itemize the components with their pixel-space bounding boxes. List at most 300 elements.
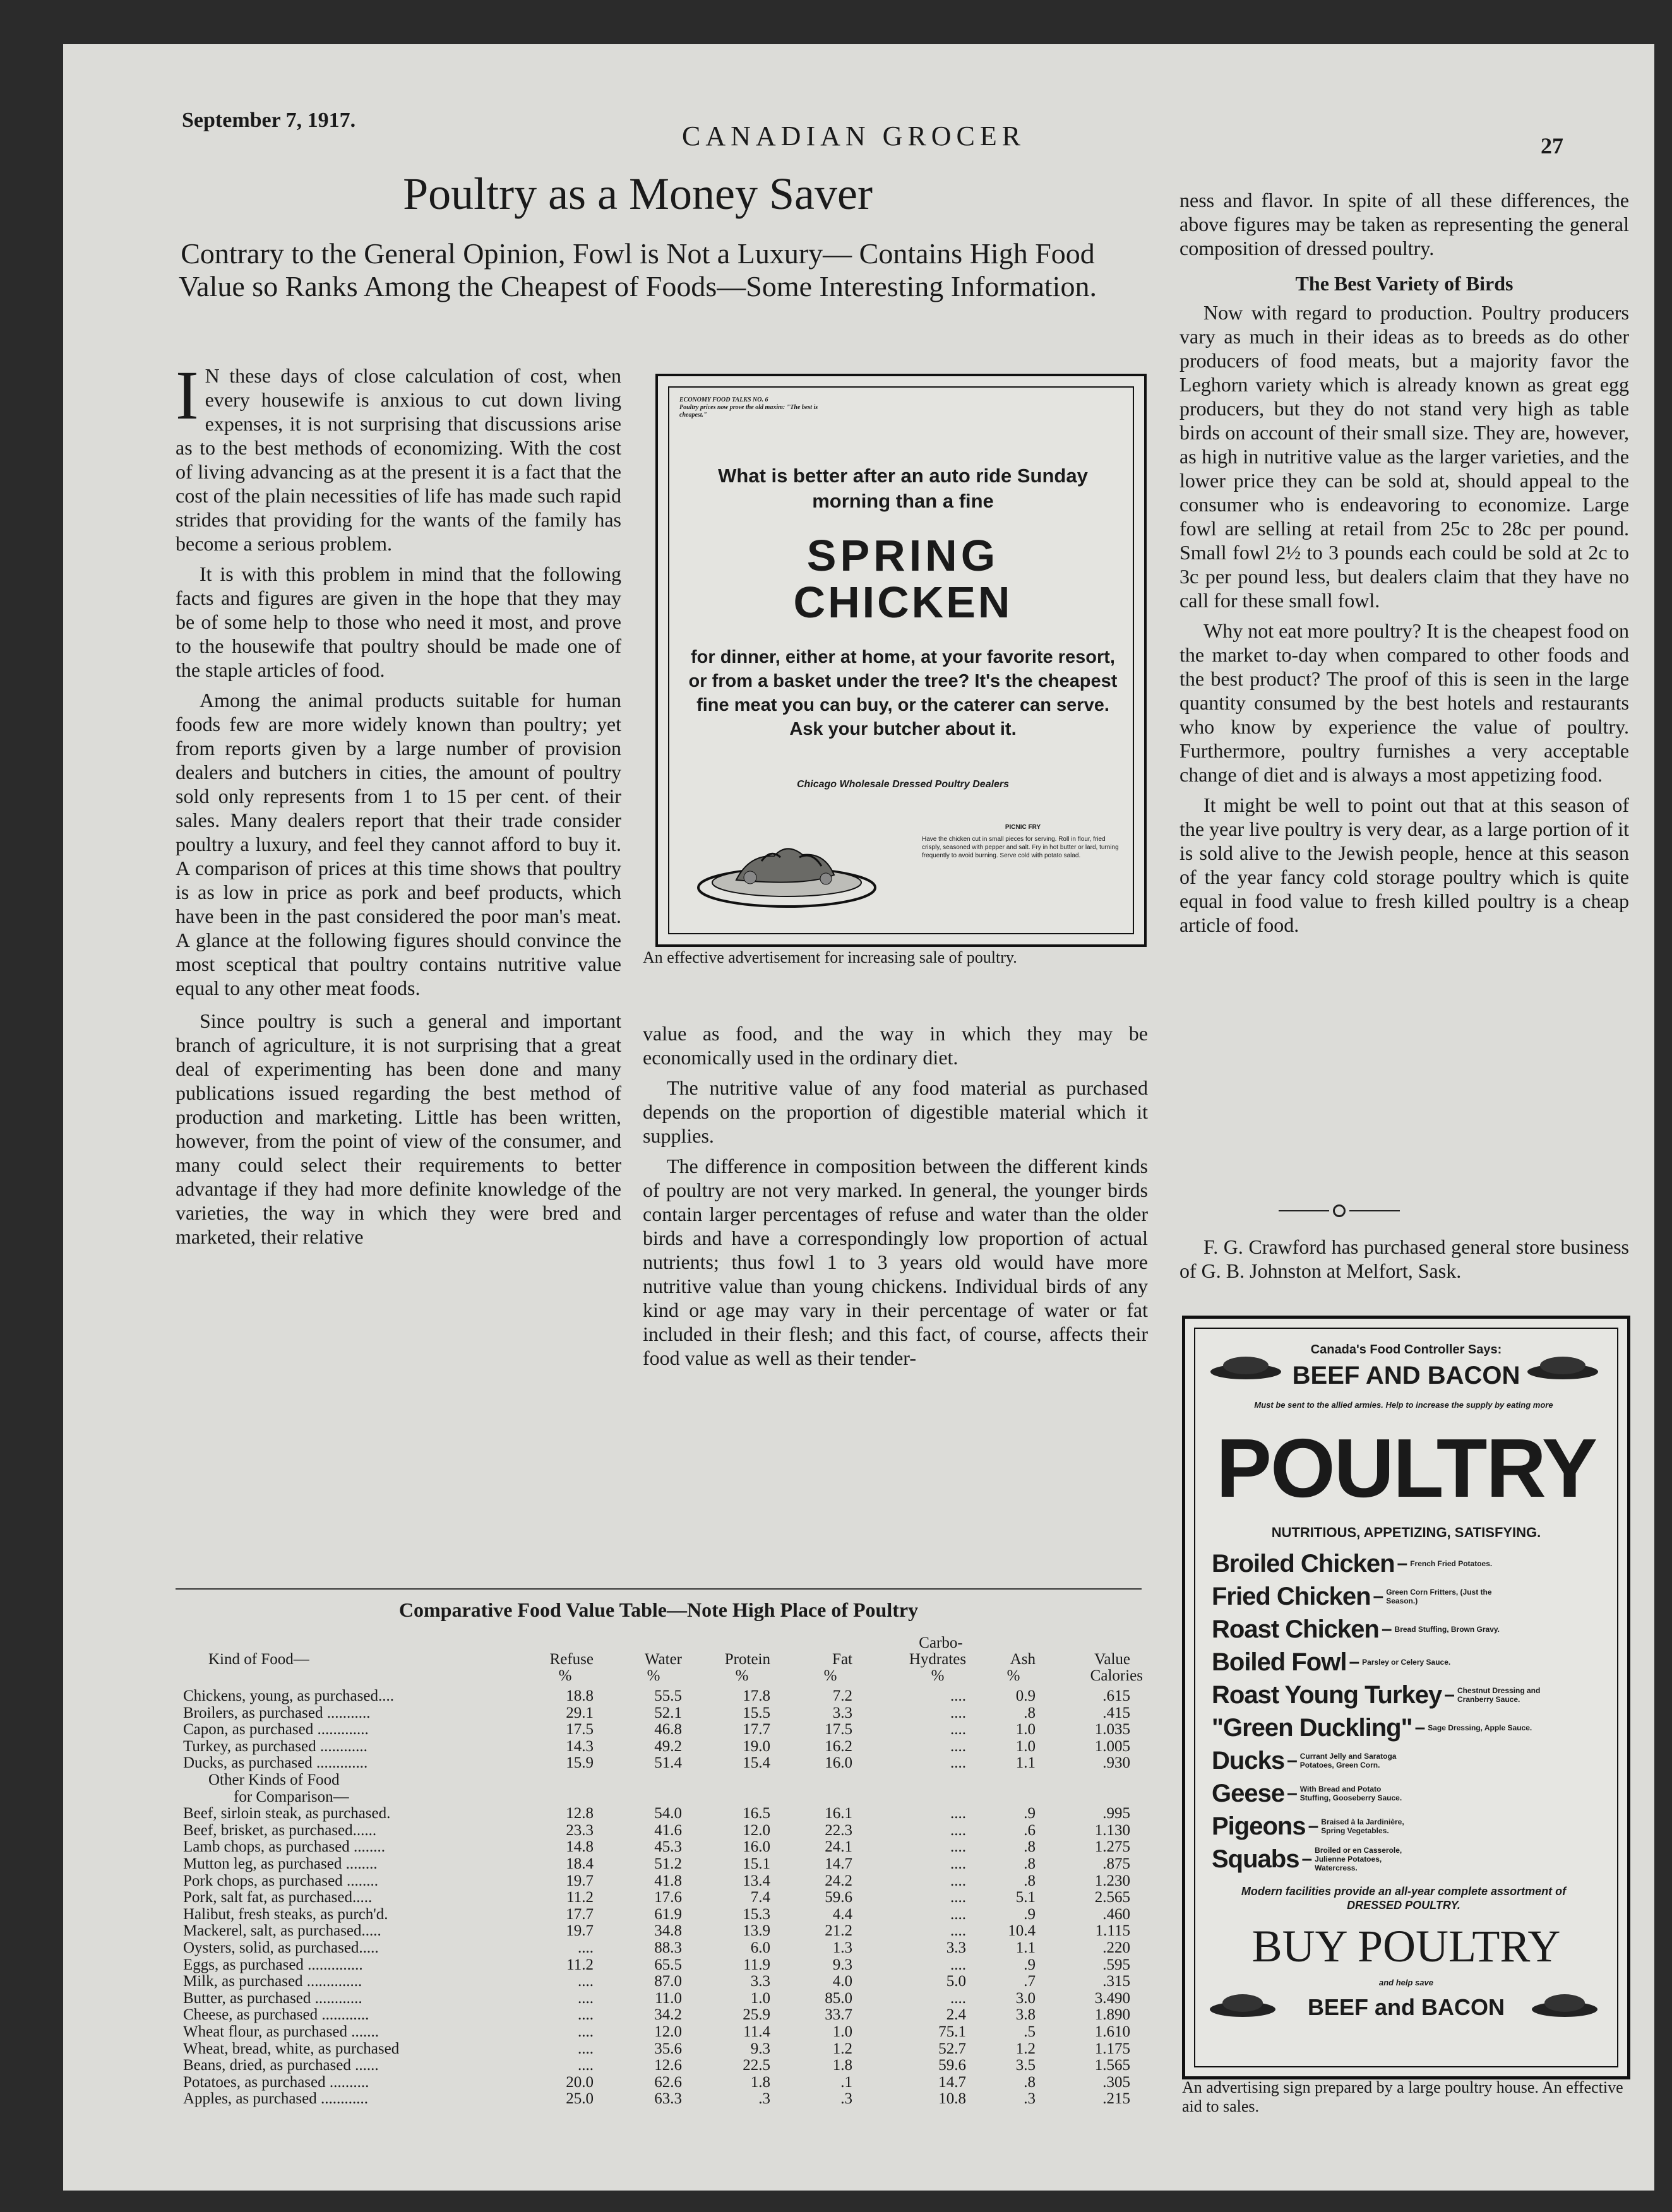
- table-row: [183, 1940, 1149, 1957]
- cell-refuse: 12.8: [566, 1805, 594, 1823]
- cell-water: 63.3: [654, 2090, 682, 2108]
- cell-fat: 3.3: [832, 1704, 852, 1721]
- menu-dash: –: [1414, 1717, 1426, 1738]
- menu-dash: –: [1444, 1684, 1455, 1705]
- cell-water: 51.2: [654, 1855, 682, 1872]
- cell-fat: 16.0: [825, 1754, 852, 1772]
- cell-value: .615: [1102, 1687, 1130, 1704]
- cell-fat: 4.4: [832, 1905, 852, 1923]
- menu-item-name: Fried Chicken: [1212, 1582, 1371, 1610]
- article-title: Poultry as a Money Saver: [403, 169, 873, 219]
- poultry-headline: POULTRY: [1216, 1422, 1596, 1514]
- menu-item-note: French Fried Potatoes.: [1410, 1559, 1493, 1568]
- cell-value: 1.565: [1094, 2057, 1130, 2074]
- paragraph: N these days of close calculation of cost, when every housewife is anxious to cut down living expenses, it is not surprising that discussions arise as to the best methods of economizing. With the cost of living advancing as at the present it is a fact that the cost of the plain necessities of life has made such rapid strides that providing for the wants of the family has become a serious problem.: [176, 364, 621, 555]
- cell-ash: .8: [1024, 1838, 1036, 1856]
- menu-item-note: Broiled or en Casserole, Julienne Potatoes, Watercress.: [1315, 1846, 1402, 1872]
- cell-ash: 1.2: [1015, 2040, 1036, 2057]
- cell-carbo: ....: [950, 1737, 966, 1755]
- cell-refuse: 29.1: [566, 1704, 594, 1721]
- menu-dash: –: [1397, 1553, 1408, 1574]
- article-column-1: [176, 357, 621, 1255]
- food-name: Wheat flour, as purchased .......: [183, 2023, 379, 2040]
- table-row: [183, 1739, 1149, 1756]
- cell-water: 41.8: [654, 1872, 682, 1889]
- cell-protein: 12.0: [743, 1821, 770, 1839]
- food-name: Pork, salt fat, as purchased.....: [183, 1889, 373, 1906]
- food-name: Turkey, as purchased ............: [183, 1737, 367, 1755]
- table-row: [183, 1957, 1149, 1974]
- table-row: [183, 2091, 1149, 2108]
- cell-protein: 15.3: [743, 1905, 770, 1923]
- cell-protein: 17.8: [743, 1687, 770, 1704]
- cell-ash: .7: [1024, 1973, 1036, 1990]
- ad-tagline: NUTRITIOUS, APPETIZING, SATISFYING.: [1271, 1525, 1541, 1540]
- table-row: [183, 1856, 1149, 1873]
- table-row: [183, 1906, 1149, 1924]
- cell-refuse: ....: [578, 1989, 594, 2007]
- menu-item-name: Roast Young Turkey: [1212, 1680, 1442, 1709]
- cell-ash: 1.0: [1015, 1737, 1036, 1755]
- cell-water: 35.6: [654, 2040, 682, 2057]
- cell-carbo: ....: [950, 1838, 966, 1856]
- cell-protein: 19.0: [743, 1737, 770, 1755]
- cell-carbo: ....: [950, 1989, 966, 2007]
- cell-refuse: ....: [578, 1939, 594, 1956]
- cell-protein: 16.0: [743, 1838, 770, 1856]
- paragraph: Why not eat more poultry? It is the cheapest food on the market to-day when compared to other foods and the best product? The proof of this is seen in the large quantity consumed by the best hotels and restaurants who know by experience the value of poultry. Furthermore, poultry furnishes a very acceptable change of diet and is always a most appetizing food.: [1179, 619, 1629, 786]
- paragraph: It might be well to point out that at this season of the year live poultry is very dear, as a large portion of it is sold alive to the Jewish people, hence at this season of the year fancy cold storage poultry which is quite equal in food value to fresh killed poultry is a cheap article of food.: [1179, 794, 1629, 936]
- table-row: [183, 1990, 1149, 2007]
- cell-fat: 16.2: [825, 1737, 852, 1755]
- menu-item-name: Roast Chicken: [1212, 1615, 1379, 1643]
- menu-dash: –: [1287, 1750, 1298, 1771]
- cell-protein: 13.9: [743, 1922, 770, 1940]
- ad-series-title: ECONOMY FOOD TALKS NO. 6: [679, 396, 768, 403]
- paragraph: Now with regard to production. Poultry producers vary as much in their ideas as to breeds as do other producers of food meats, but a majority favor the Leghorn variety which is already known as great egg producers, but they do not stand very high as table birds on account of their small size. They are, however, as high in nutritive value as the larger varieties, and the lower price they can be sold at, should appeal to the consumer who is endeavoring to economize. Large fowl are selling at retail from 25c to 28c per pound. Small fowl 2½ to 3 pounds each could be sold at 2c to 3c per pound less, but dealers claim that they have no call for these small fowl.: [1179, 301, 1629, 612]
- cell-protein: 11.4: [743, 2023, 770, 2040]
- food-name: Butter, as purchased ............: [183, 1989, 362, 2007]
- ad-caption: An advertising sign prepared by a large poultry house. An effective aid to sales.: [1182, 2078, 1623, 2115]
- cell-water: 62.6: [654, 2073, 682, 2091]
- table-row: [183, 1923, 1149, 1940]
- food-name: Chickens, young, as purchased....: [183, 1687, 394, 1704]
- header-pct: %: [647, 1667, 660, 1684]
- cell-ash: 0.9: [1015, 1687, 1036, 1704]
- cell-value: .305: [1102, 2073, 1130, 2091]
- cell-carbo: ....: [950, 1855, 966, 1872]
- header-pct: %: [823, 1667, 837, 1684]
- cell-refuse: 20.0: [566, 2073, 594, 2091]
- menu-item: [1212, 1777, 1603, 1810]
- spring-chicken-advertisement: [655, 374, 1147, 947]
- table-row: [183, 1873, 1149, 1890]
- section-heading: The Best Variety of Birds: [1295, 272, 1514, 295]
- cell-water: 55.5: [654, 1687, 682, 1704]
- food-name: Beans, dried, as purchased ......: [183, 2057, 379, 2074]
- cell-value: .315: [1102, 1973, 1130, 1990]
- cell-value: 2.565: [1094, 1889, 1130, 1906]
- menu-dash: –: [1349, 1651, 1360, 1672]
- food-name: for Comparison—: [234, 1788, 349, 1805]
- cell-refuse: 14.3: [566, 1737, 594, 1755]
- cell-ash: .3: [1024, 2090, 1036, 2108]
- ad-signature: Chicago Wholesale Dressed Poultry Dealers: [796, 779, 1010, 790]
- paragraph: Since poultry is such a general and important branch of agriculture, it is not surprising that a great deal of experimenting has been done and many publications issued regarding the best method of production and marketing. Little has been written, however, from the point of view of the consumer, and many could select their requirements to better advantage if they had more definite knowledge of the varieties, the way in which they were bred and marketed, their relative: [176, 1009, 621, 1248]
- table-row: [183, 1705, 1149, 1722]
- cell-protein: 1.0: [750, 1989, 770, 2007]
- food-name: Eggs, as purchased ..............: [183, 1956, 363, 1973]
- table-top-rule: [176, 1588, 1142, 1590]
- cell-value: .220: [1102, 1939, 1130, 1956]
- cell-refuse: ....: [578, 2023, 594, 2040]
- cell-ash: 3.5: [1015, 2057, 1036, 2074]
- cell-fat: 24.1: [825, 1838, 852, 1856]
- paragraph: ness and flavor. In spite of all these differences, the above figures may be taken as representing the general composition of dressed poultry.: [1179, 189, 1629, 259]
- cell-carbo: ....: [950, 1889, 966, 1906]
- news-item: [1179, 1235, 1629, 1289]
- cell-refuse: 25.0: [566, 2090, 594, 2108]
- cell-value: 1.610: [1094, 2023, 1130, 2040]
- header-pct: %: [735, 1667, 749, 1684]
- magazine-page: [63, 44, 1654, 2191]
- header-kind: Kind of Food—: [208, 1651, 309, 1668]
- cell-refuse: 18.4: [566, 1855, 594, 1872]
- cell-protein: 9.3: [750, 2040, 770, 2057]
- cell-fat: 1.2: [832, 2040, 852, 2057]
- menu-item-note: Currant Jelly and Saratoga Potatoes, Green Corn.: [1299, 1752, 1397, 1769]
- table-section-heading: [183, 1772, 1149, 1789]
- cell-refuse: 14.8: [566, 1838, 594, 1856]
- table-row: [183, 1973, 1149, 1990]
- cell-fat: 7.2: [832, 1687, 852, 1704]
- food-name: Cheese, as purchased ............: [183, 2006, 369, 2024]
- cell-protein: .3: [758, 2090, 770, 2108]
- menu-item: [1212, 1711, 1603, 1744]
- food-name: Lamb chops, as purchased ........: [183, 1838, 386, 1856]
- cell-carbo: 10.8: [938, 2090, 966, 2108]
- food-name: Broilers, as purchased ...........: [183, 1704, 371, 1721]
- menu-item: [1212, 1646, 1603, 1679]
- cell-water: 45.3: [654, 1838, 682, 1856]
- cell-protein: 15.5: [743, 1704, 770, 1721]
- cell-water: 51.4: [654, 1754, 682, 1772]
- cell-ash: 10.4: [1008, 1922, 1036, 1940]
- cell-value: .875: [1102, 1855, 1130, 1872]
- cell-fat: 59.6: [825, 1889, 852, 1906]
- cell-protein: 15.4: [743, 1754, 770, 1772]
- cell-fat: 9.3: [832, 1956, 852, 1973]
- menu-item-name: Geese: [1212, 1779, 1285, 1807]
- header-calories: Calories: [1090, 1667, 1143, 1684]
- cell-value: 1.275: [1094, 1838, 1130, 1856]
- cell-refuse: ....: [578, 2006, 594, 2024]
- cell-protein: 1.8: [750, 2073, 770, 2091]
- food-name: Halibut, fresh steaks, as purch'd.: [183, 1905, 388, 1923]
- cell-value: .460: [1102, 1905, 1130, 1923]
- header-pct: %: [558, 1667, 572, 1684]
- paragraph: The nutritive value of any food material as purchased depends on the proportion of digestible material which it supplies.: [643, 1076, 1148, 1147]
- cell-protein: 7.4: [750, 1889, 770, 1906]
- cell-water: 34.8: [654, 1922, 682, 1940]
- issue-date: September 7, 1917.: [182, 109, 356, 132]
- ad-series-motto: Poultry prices now prove the old maxim: "The best is cheapest.": [679, 404, 818, 419]
- cell-water: 54.0: [654, 1805, 682, 1823]
- cell-value: 1.230: [1094, 1872, 1130, 1889]
- cell-value: 1.130: [1094, 1821, 1130, 1839]
- menu-item-note: Chestnut Dressing and Cranberry Sauce.: [1457, 1686, 1541, 1704]
- header-fat: Fat: [832, 1651, 852, 1668]
- cell-refuse: 18.8: [566, 1687, 594, 1704]
- header-pct: %: [931, 1667, 945, 1684]
- header-value: Value: [1094, 1651, 1130, 1668]
- cell-ash: 1.1: [1015, 1754, 1036, 1772]
- cell-protein: 16.5: [743, 1805, 770, 1823]
- food-name: Apples, as purchased ............: [183, 2090, 368, 2108]
- cell-water: 49.2: [654, 1737, 682, 1755]
- cell-ash: 3.0: [1015, 1989, 1036, 2007]
- cell-fat: 24.2: [825, 1872, 852, 1889]
- cell-fat: 1.8: [832, 2057, 852, 2074]
- header-protein: Protein: [724, 1651, 770, 1668]
- article-column-3: [1179, 188, 1629, 943]
- table-title: Comparative Food Value Table—Note High Place of Poultry: [398, 1598, 919, 1621]
- paragraph: F. G. Crawford has purchased general store business of G. B. Johnston at Melfort, Sask.: [1179, 1235, 1629, 1282]
- cell-ash: .6: [1024, 1821, 1036, 1839]
- food-name: Milk, as purchased ..............: [183, 1973, 362, 1990]
- menu-item-name: Squabs: [1212, 1845, 1299, 1873]
- menu-dash: –: [1373, 1586, 1384, 1607]
- cell-water: 41.6: [654, 1821, 682, 1839]
- menu-item: [1212, 1679, 1603, 1711]
- cell-value: .930: [1102, 1754, 1130, 1772]
- table-row: [183, 1805, 1149, 1823]
- cell-water: 46.8: [654, 1721, 682, 1739]
- article-subtitle: Contrary to the General Opinion, Fowl is Not a Luxury— Contains High Food Value so Ranks Among the Cheapest of Foods—Some Interesting Information.: [179, 237, 1097, 302]
- paragraph: value as food, and the way in which they may be economically used in the ordinary diet.: [643, 1022, 1148, 1069]
- beef-bacon-heading: BEEF AND BACON: [1292, 1362, 1520, 1389]
- cell-ash: .9: [1024, 1905, 1036, 1923]
- cell-fat: 14.7: [825, 1855, 852, 1872]
- table-section-heading: [183, 1789, 1149, 1806]
- cell-carbo: ....: [950, 1805, 966, 1823]
- cell-value: 1.115: [1095, 1922, 1130, 1940]
- cell-ash: 5.1: [1015, 1889, 1036, 1906]
- cell-fat: 21.2: [825, 1922, 852, 1940]
- menu-item-note: Green Corn Fritters, (Just the Season.): [1386, 1588, 1492, 1605]
- cell-ash: .9: [1024, 1805, 1036, 1823]
- cell-carbo: 3.3: [946, 1939, 966, 1956]
- cell-water: 87.0: [654, 1973, 682, 1990]
- menu-item-name: Broiled Chicken: [1212, 1549, 1395, 1578]
- ad-headline-spring: SPRING: [806, 531, 1000, 580]
- recipe-text: Have the chicken cut in small pieces for serving. Roll in flour, fried crisply, seasoned with pepper and salt. Fry in hot butter or lard, turning frequently to avoid burning. Serve cold with potato salad.: [922, 836, 1119, 859]
- cell-carbo: ....: [950, 1821, 966, 1839]
- ad-modern-line: Modern facilities provide an all-year complete assortment of DRESSED POULTRY.: [1241, 1885, 1567, 1912]
- menu-item: [1212, 1744, 1603, 1777]
- menu-item: [1212, 1580, 1603, 1613]
- cell-fat: 22.3: [825, 1821, 852, 1839]
- cell-refuse: 23.3: [566, 1821, 594, 1839]
- header-water: Water: [644, 1651, 682, 1668]
- food-name: Mutton leg, as purchased ........: [183, 1855, 378, 1872]
- cell-refuse: 17.5: [566, 1721, 594, 1739]
- recipe-title: PICNIC FRY: [1005, 824, 1041, 831]
- menu-item: [1212, 1843, 1603, 1876]
- cell-protein: 11.9: [743, 1956, 770, 1973]
- cell-water: 65.5: [654, 1956, 682, 1973]
- ad-must-line: Must be sent to the allied armies. Help to increase the supply by eating more: [1254, 1400, 1553, 1410]
- food-name: Beef, sirloin steak, as purchased.: [183, 1805, 391, 1823]
- header-refuse: Refuse: [549, 1651, 594, 1668]
- cell-carbo: ....: [950, 1687, 966, 1704]
- menu-item: [1212, 1613, 1603, 1646]
- menu-item-name: "Green Duckling": [1212, 1713, 1412, 1742]
- cell-fat: .3: [840, 2090, 852, 2108]
- chicken-platter-icon: [692, 817, 881, 912]
- cell-value: 1.890: [1094, 2006, 1130, 2024]
- cell-value: .415: [1102, 1704, 1130, 1721]
- cell-water: 17.6: [654, 1889, 682, 1906]
- cell-water: 12.0: [654, 2023, 682, 2040]
- menu-item-name: Ducks: [1212, 1746, 1285, 1775]
- paragraph: The difference in composition between the different kinds of poultry are not very marked. In general, the younger birds contain larger percentages of refuse and water than the older birds and have a correspondingly low proportion of actual nutrients; thus fowl 1 to 3 years old would have more nutritive value than young chickens. Individual birds of any kind or age may vary in their percentage of water or fat included in their flesh; and this fact, of course, affects their food value as well as their tender-: [643, 1155, 1148, 1369]
- table-row: [183, 2041, 1149, 2058]
- cell-ash: .8: [1024, 2073, 1036, 2091]
- cell-protein: 6.0: [750, 1939, 770, 1956]
- ad-headline-chicken: CHICKEN: [793, 578, 1013, 627]
- ornament-divider: [1279, 1204, 1405, 1217]
- food-name: Beef, brisket, as purchased......: [183, 1821, 377, 1839]
- header-pct: %: [1006, 1667, 1020, 1684]
- cell-protein: 25.9: [743, 2006, 770, 2024]
- cell-fat: 85.0: [825, 1989, 852, 2007]
- menu-item-note: With Bread and Potato Stuffing, Gooseberry Sauce.: [1299, 1785, 1402, 1802]
- cell-ash: .8: [1024, 1872, 1036, 1889]
- cell-water: 11.0: [655, 1989, 682, 2007]
- cell-protein: 17.7: [743, 1721, 770, 1739]
- header-hydrates: Hydrates: [909, 1651, 967, 1668]
- cell-water: 61.9: [654, 1905, 682, 1923]
- cell-fat: 16.1: [825, 1805, 852, 1823]
- cell-refuse: 15.9: [566, 1754, 594, 1772]
- table-row: [183, 2057, 1149, 2074]
- menu-item: [1212, 1547, 1603, 1580]
- ad-bottom-line: BEEF and BACON: [1307, 1994, 1505, 2020]
- menu-item-name: Pigeons: [1212, 1812, 1306, 1840]
- ad-lead-text: What is better after an auto ride Sunday morning than a fine: [718, 465, 1088, 512]
- cell-protein: 22.5: [743, 2057, 770, 2074]
- food-name: Potatoes, as purchased ..........: [183, 2073, 369, 2091]
- menu-item-note: Braised à la Jardinière, Spring Vegetables.: [1321, 1817, 1404, 1835]
- ad-recipe: [922, 823, 1124, 860]
- cell-carbo: ....: [950, 1956, 966, 1973]
- cell-water: 52.1: [654, 1704, 682, 1721]
- menu-dash: –: [1287, 1783, 1298, 1804]
- menu-item: [1212, 1810, 1603, 1843]
- cell-fat: .1: [840, 2073, 852, 2091]
- poultry-menu-list: [1212, 1547, 1603, 1876]
- ad-top-line: Canada's Food Controller Says:: [1310, 1343, 1502, 1357]
- cell-ash: .9: [1024, 1956, 1036, 1973]
- cell-carbo: 59.6: [938, 2057, 966, 2074]
- cell-ash: .5: [1024, 2023, 1036, 2040]
- cell-ash: 1.0: [1015, 1721, 1036, 1739]
- paragraph: Among the animal products suitable for human foods few are more widely known than poultry; yet from reports given by a large number of provision dealers and butchers in cities, the amount of poultry sold only represents from 1 to 15 per cent. of their sales. Many dealers report that their trade consider poultry a luxury, and feel they cannot afford to buy it. A comparison of prices at this time shows that poultry is as low in price as pork and beef products, which have been in the past considered the poor man's meat. A glance at the following figures should convince the most sceptical that poultry contains nutritive value equal to any other meat foods.: [176, 689, 621, 999]
- cell-carbo: ....: [950, 1922, 966, 1940]
- menu-item-note: Sage Dressing, Apple Sauce.: [1428, 1723, 1532, 1732]
- cell-protein: 13.4: [743, 1872, 770, 1889]
- table-header-row-3: [183, 1668, 1149, 1685]
- buy-poultry-headline: BUY POULTRY: [1251, 1921, 1561, 1971]
- menu-dash: –: [1308, 1816, 1319, 1836]
- menu-item-name: Boiled Fowl: [1212, 1648, 1347, 1676]
- header-ash: Ash: [1010, 1651, 1036, 1668]
- cell-refuse: ....: [578, 1973, 594, 1990]
- cell-carbo: ....: [950, 1905, 966, 1923]
- table-row: [183, 1755, 1149, 1772]
- ad-series-label: [679, 396, 844, 419]
- table-row: [183, 2024, 1149, 2041]
- cell-carbo: 14.7: [938, 2073, 966, 2091]
- cell-water: 88.3: [654, 1939, 682, 1956]
- drop-cap: I: [176, 357, 199, 434]
- cell-ash: 3.8: [1015, 2006, 1036, 2024]
- buy-poultry-advertisement: [1182, 1316, 1630, 2079]
- cell-refuse: 17.7: [566, 1905, 594, 1923]
- table-row: [183, 1889, 1149, 1906]
- cell-value: .215: [1102, 2090, 1130, 2108]
- cell-carbo: 52.7: [938, 2040, 966, 2057]
- table-header-row-1: [183, 1635, 1149, 1652]
- food-name: Capon, as purchased .............: [183, 1721, 369, 1739]
- cell-ash: .8: [1024, 1855, 1036, 1872]
- cell-ash: 1.1: [1015, 1939, 1036, 1956]
- cell-carbo: ....: [950, 1704, 966, 1721]
- table-row: [183, 1721, 1149, 1739]
- cell-refuse: 11.2: [566, 1889, 594, 1906]
- cell-carbo: ....: [950, 1872, 966, 1889]
- food-value-table: [183, 1635, 1149, 2153]
- article-column-2: [643, 1021, 1148, 1376]
- cell-value: 3.490: [1094, 1989, 1130, 2007]
- cell-refuse: 19.7: [566, 1872, 594, 1889]
- table-row: [183, 1839, 1149, 1856]
- cell-refuse: 19.7: [566, 1922, 594, 1940]
- cell-carbo: ....: [950, 1754, 966, 1772]
- cell-refuse: ....: [578, 2040, 594, 2057]
- cell-carbo: ....: [950, 1721, 966, 1739]
- cell-water: 12.6: [654, 2057, 682, 2074]
- menu-item-note: Bread Stuffing, Brown Gravy.: [1394, 1625, 1500, 1634]
- cell-water: 34.2: [654, 2006, 682, 2024]
- cell-protein: 3.3: [750, 1973, 770, 1990]
- paragraph: It is with this problem in mind that the following facts and figures are given in the hope that they may be of some help to those who need it most, and prove to the housewife that poultry should be made one of the staple articles of food.: [176, 562, 621, 681]
- cell-refuse: 11.2: [566, 1956, 594, 1973]
- cell-protein: 15.1: [743, 1855, 770, 1872]
- header-carbo: Carbo-: [919, 1634, 963, 1651]
- cell-fat: 33.7: [825, 2006, 852, 2024]
- menu-dash: –: [1381, 1619, 1392, 1639]
- menu-item-note: Parsley or Celery Sauce.: [1362, 1658, 1451, 1667]
- cell-value: 1.175: [1094, 2040, 1130, 2057]
- food-name: Mackerel, salt, as purchased.....: [183, 1922, 381, 1940]
- cell-fat: 17.5: [825, 1721, 852, 1739]
- cell-ash: .8: [1024, 1704, 1036, 1721]
- ad-body-text: for dinner, either at home, at your favorite resort, or from a basket under the tree? It's the cheapest fine meat you can buy, or the caterer can serve. Ask your butcher about it.: [688, 647, 1118, 739]
- cell-value: 1.035: [1094, 1721, 1130, 1739]
- cell-carbo: 2.4: [946, 2006, 966, 2024]
